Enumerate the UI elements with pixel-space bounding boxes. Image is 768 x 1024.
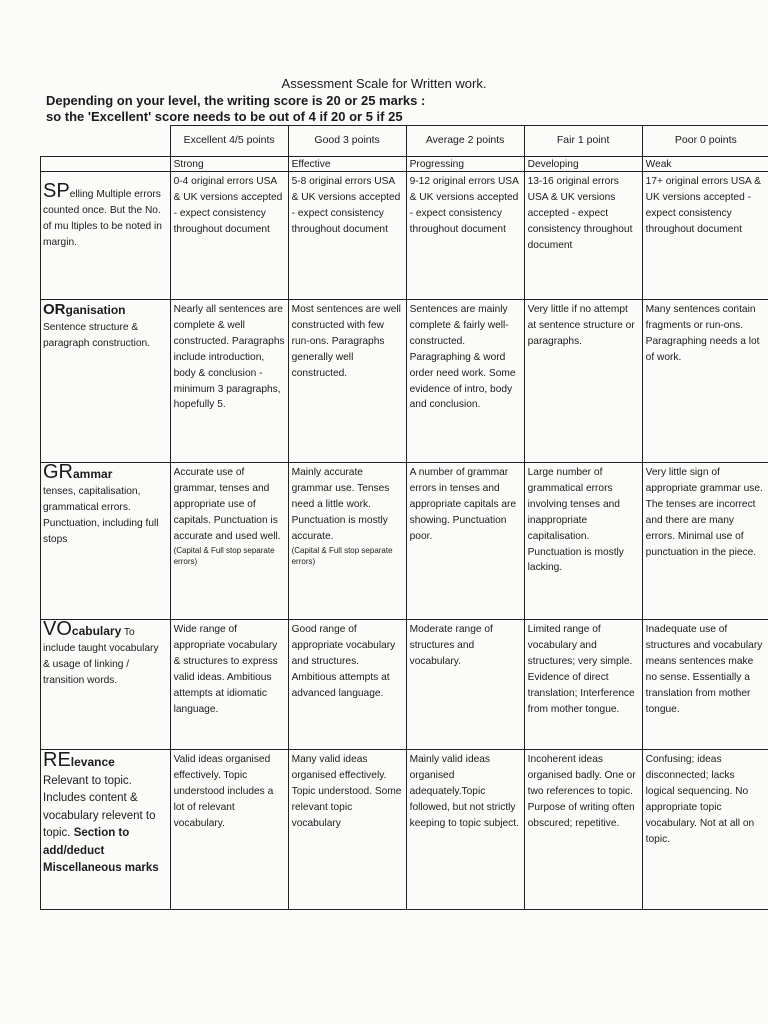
criterion-row-spelling [41, 172, 768, 300]
criterion-row-organisation [41, 300, 768, 463]
quality-label: Weak [642, 157, 768, 172]
col-header-excellent: Excellent 4/5 points [170, 126, 288, 157]
quality-label: Developing [524, 157, 642, 172]
criterion-row-grammar [41, 463, 768, 620]
criterion-description: Sentence structure & paragraph construction. [43, 321, 151, 349]
criterion-description: Relevant to topic. Includes content & vocabulary relevent to topic. [43, 774, 156, 839]
header-row [41, 126, 768, 157]
rubric-cell: Confusing; ideas disconnected; lacks logical sequencing. No appropriate topic vocabulary. Not at all on topic. [642, 750, 768, 910]
rubric-cell: Nearly all sentences are complete & well constructed. Paragraphs include introduction, body & conclusion - minimum 3 paragraphs, hopefully 5. [170, 300, 288, 463]
criterion-description: Multiple errors counted once. But the No. of mu ltiples to be noted in margin. [43, 189, 162, 248]
criterion-description: tenses, capitalisation, grammatical errors. Punctuation, including full stops [43, 485, 159, 545]
rubric-cell: Wide range of appropriate vocabulary & structures to express valid ideas. Ambitious attempts at idiomatic language. [170, 620, 288, 750]
rubric-cell: A number of grammar errors in tenses and appropriate capitals are showing. Punctuation poor. [406, 463, 524, 620]
rubric-table [40, 125, 768, 910]
rubric-cell: 5-8 original errors USA & UK versions accepted - expect consistency throughout document [288, 172, 406, 300]
rubric-cell: 9-12 original errors USA & UK versions accepted - expect consistency throughout document [406, 172, 524, 300]
criterion-relevance: RElevance Relevant to topic. Includes content & vocabulary relevent to topic. Section to add/deduct Miscellaneous marks [41, 750, 171, 910]
rubric-cell: Mainly accurate grammar use. Tenses need a little work. Punctuation is mostly accurate. (Capital & Full stop separate errors) [288, 463, 406, 620]
col-header-poor: Poor 0 points [642, 126, 768, 157]
subtitle-line-2: so the 'Excellent' score needs to be out of 4 if 20 or 5 if 25 [46, 109, 403, 124]
note-text: (Capital & Full stop separate errors) [173, 545, 275, 566]
rubric-cell: Limited range of vocabulary and structures; very simple. Evidence of direct translation; Interference from mother tongue. [524, 620, 642, 750]
rubric-cell: 13-16 original errors USA & UK versions accepted - expect consistency throughout document [524, 172, 642, 300]
rubric-cell: Many valid ideas organised effectively. Topic understood. Some relevant topic vocabulary [288, 750, 406, 910]
rubric-cell: Large number of grammatical errors involving tenses and inappropriate capitalisation. Punctuation is mostly lacking. [524, 463, 642, 620]
rubric-cell: Incoherent ideas organised badly. One or two references to topic. Purpose of writing often obscured; repetitive. [524, 750, 642, 910]
rubric-cell: Valid ideas organised effectively. Topic understood includes a lot of relevant vocabulary. [170, 750, 288, 910]
col-header-good: Good 3 points [288, 126, 406, 157]
page-title: Assessment Scale for Written work. [281, 76, 487, 91]
rubric-cell: 17+ original errors USA & UK versions accepted - expect consistency throughout document [642, 172, 768, 300]
quality-label: Effective [288, 157, 406, 172]
rubric-cell: 0-4 original errors USA & UK versions accepted - expect consistency throughout document [170, 172, 288, 300]
rubric-cell: Sentences are mainly complete & fairly well-constructed. Paragraphing & word order need work. Some evidence of intro, body and conclusion. [406, 300, 524, 463]
col-header-average: Average 2 points [406, 126, 524, 157]
subtitle-line-1: Depending on your level, the writing score is 20 or 25 marks : [46, 93, 426, 108]
rubric-cell: Moderate range of structures and vocabulary. [406, 620, 524, 750]
rubric-cell: Very little if no attempt at sentence structure or paragraphs. [524, 300, 642, 463]
criterion-description: To include taught vocabulary & usage of linking / transition words. [43, 627, 159, 686]
criterion-spelling: SPelling Multiple errors counted once. But the No. of mu ltiples to be noted in margin. [41, 172, 171, 300]
quality-label: Strong [170, 157, 288, 172]
criterion-organisation: ORganisation Sentence structure & paragraph construction. [41, 300, 171, 463]
rubric-cell: Accurate use of grammar, tenses and appropriate use of capitals. Punctuation is accurate and used well. (Capital & Full stop separate errors) [170, 463, 288, 620]
rubric-cell: Many sentences contain fragments or run-ons. Paragraphing needs a lot of work. [642, 300, 768, 463]
quality-row [41, 157, 768, 172]
criterion-row-relevance [41, 750, 768, 910]
rubric-cell: Good range of appropriate vocabulary and structures. Ambitious attempts at advanced language. [288, 620, 406, 750]
quality-label: Progressing [406, 157, 524, 172]
rubric-cell: Mainly valid ideas organised adequately.Topic followed, but not strictly keeping to topic subject. [406, 750, 524, 910]
quality-blank [41, 157, 171, 172]
rubric-cell: Most sentences are well constructed with few run-ons. Paragraphs generally well constructed. [288, 300, 406, 463]
blank-corner [41, 126, 171, 157]
rubric-cell: Very little sign of appropriate grammar use. The tenses are incorrect and there are many errors. Minimal use of punctuation in the piece. [642, 463, 768, 620]
note-text: (Capital & Full stop separate errors) [291, 545, 393, 566]
rubric-cell: Inadequate use of structures and vocabulary means sentences make no sense. Essentially a translation from mother tongue. [642, 620, 768, 750]
criterion-note: Section to add/deduct Miscellaneous marks [43, 827, 159, 874]
criterion-grammar: GRammar tenses, capitalisation, grammatical errors. Punctuation, including full stops [41, 463, 171, 620]
criterion-vocabulary: VOcabulary To include taught vocabulary & usage of linking / transition words. [41, 620, 171, 750]
col-header-fair: Fair 1 point [524, 126, 642, 157]
criterion-row-vocabulary [41, 620, 768, 750]
